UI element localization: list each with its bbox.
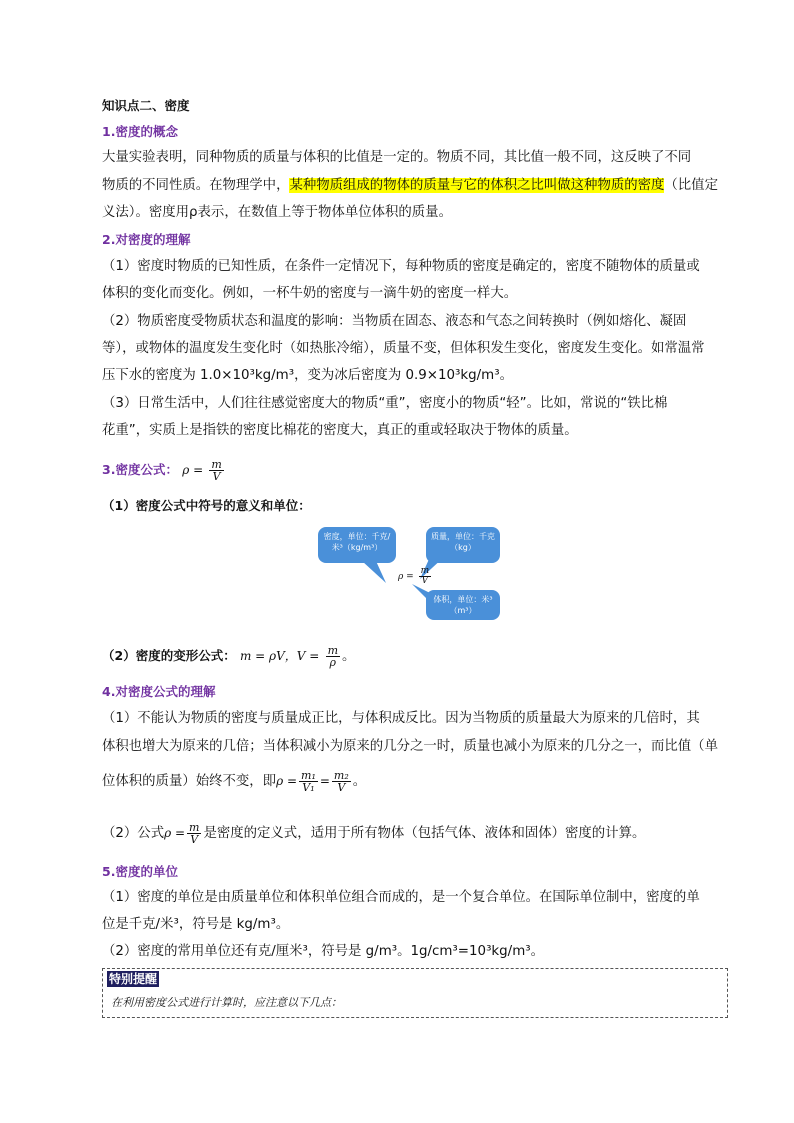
formula-fraction — [209, 459, 223, 482]
text-run: 物质的不同性质。在物理学中， — [102, 178, 290, 193]
special-reminder-text: 在利用密度公式进行计算时，应注意以下几点： — [111, 996, 342, 1009]
text-run: （2）公式 — [102, 826, 165, 841]
heading-density-units: 5.密度的单位 — [102, 864, 178, 879]
diagram-denominator: V — [421, 576, 429, 586]
paragraph-line: 大量实验表明，同种物质的质量与体积的比值是一定的。物质不同，其比值一般不同，这反映了不同 — [102, 150, 692, 165]
paragraph-line: （3）日常生活中，人们往往感觉密度大的物质“重”，密度小的物质“轻”。比如，常说的“铁比棉 — [102, 396, 668, 411]
text-run: 。 — [342, 649, 356, 664]
paragraph-line: （1）密度时物质的已知性质，在条件一定情况下，每种物质的密度是确定的，密度不随物体的质量或 — [102, 259, 700, 274]
diagram-fraction — [419, 567, 432, 586]
paragraph-line: 等），或物体的温度发生变化时（如热胀冷缩），质量不变，但体积发生变化，密度发生变化。如常温常 — [102, 341, 705, 356]
definition-lhs: ρ = — [164, 826, 186, 840]
subheading-variant-formula: （2）密度的变形公式： — [102, 648, 236, 663]
text-run: 是密度的定义式，适用于所有物体（包括气体、液体和固体）密度的计算。 — [203, 826, 646, 841]
definition-numerator: m — [189, 820, 200, 834]
subheading-symbol-meaning: （1）密度公式中符号的意义和单位： — [102, 498, 311, 513]
ratio-denominator-1: V₁ — [302, 780, 315, 794]
definition-denominator: V — [190, 832, 199, 846]
diagram-numerator: m — [420, 566, 430, 576]
callout-mass — [426, 527, 500, 563]
diagram-lhs: ρ = — [398, 572, 414, 582]
text-run: 位体积的质量）始终不变，即 — [102, 774, 277, 789]
formula-heading-line — [102, 456, 226, 485]
heading-density-formula: 3.密度公式： — [102, 462, 178, 477]
callout-pointer — [412, 584, 434, 604]
paragraph-line — [102, 176, 718, 196]
diagram-formula — [398, 567, 433, 586]
section-title: 知识点二、密度 — [102, 98, 190, 113]
paragraph-line — [102, 766, 366, 797]
paragraph-line: 体积也增大为原来的几倍；当体积减小为原来的几分之一时，质量也减小为原来的几分之一，而比值（单 — [102, 739, 718, 754]
paragraph-line: 压下水的密度为 1.0×10³kg/m³，变为冰后密度为 0.9×10³kg/m³。 — [102, 368, 513, 383]
ratio-numerator-2: m₂ — [333, 768, 349, 782]
heading-density-concept: 1.密度的概念 — [102, 124, 178, 139]
variant-formula: m = ρV，V = — [239, 649, 320, 663]
variant-formula-line — [102, 642, 355, 671]
ratio-numerator-1: m₁ — [301, 768, 316, 782]
ratio-fraction-2 — [332, 770, 351, 793]
heading-formula-understanding: 4.对密度公式的理解 — [102, 684, 216, 699]
highlighted-definition: 某种物质组成的物体的质量与它的体积之比叫做这种物质的密度 — [289, 178, 665, 193]
formula-denominator: V — [212, 469, 221, 483]
ratio-denominator-2: V — [337, 780, 346, 794]
paragraph-line: （1）密度的单位是由质量单位和体积单位组合而成的，是一个复合单位。在国际单位制中，密度的单 — [102, 890, 700, 905]
callout-text: 体积，单位：米³（m³） — [433, 595, 493, 615]
paragraph-line: （2）物质密度受物质状态和温度的影响：当物质在固态、液态和气态之间转换时（例如熔化、凝固 — [102, 314, 687, 329]
variant-numerator: m — [327, 643, 338, 657]
callout-pointer — [358, 561, 388, 585]
special-reminder-title: 特别提醒 — [109, 972, 158, 986]
special-reminder-box — [102, 968, 728, 1018]
formula-lhs: ρ = — [182, 463, 204, 477]
paragraph-line — [102, 818, 645, 849]
heading-density-understanding: 2.对密度的理解 — [102, 232, 191, 247]
paragraph-line: 义法）。密度用ρ表示，在数值上等于物体单位体积的质量。 — [102, 205, 452, 220]
callout-volume — [426, 590, 500, 620]
paragraph-line: （1）不能认为物质的密度与质量成正比，与体积成反比。因为当物质的质量最大为原来的几倍时，其 — [102, 711, 700, 726]
callout-density — [318, 527, 396, 563]
paragraph-line: （2）密度的常用单位还有克/厘米³，符号是 g/m³。1g/cm³=10³kg/m³。 — [102, 944, 545, 959]
ratio-fraction-1 — [299, 770, 318, 793]
ratio-lhs: ρ = — [276, 774, 298, 788]
text-run: 。 — [352, 774, 367, 789]
callout-text: 密度，单位：千克/米³（kg/m³） — [323, 532, 391, 552]
variant-denominator: ρ — [329, 655, 337, 669]
text-run: （比值定 — [664, 178, 718, 193]
paragraph-line: 位是千克/米³，符号是 kg/m³。 — [102, 917, 290, 932]
paragraph-line: 花重”，实质上是指铁的密度比棉花的密度大，真正的重或轻取决于物体的质量。 — [102, 423, 578, 438]
callout-text: 质量，单位：千克（kg） — [431, 532, 495, 552]
paragraph-line: 体积的变化而变化。例如，一杯牛奶的密度与一滴牛奶的密度一样大。 — [102, 286, 518, 301]
definition-fraction — [187, 822, 201, 845]
formula-numerator: m — [211, 457, 222, 471]
ratio-equals: = — [319, 774, 330, 788]
variant-fraction — [326, 645, 340, 668]
